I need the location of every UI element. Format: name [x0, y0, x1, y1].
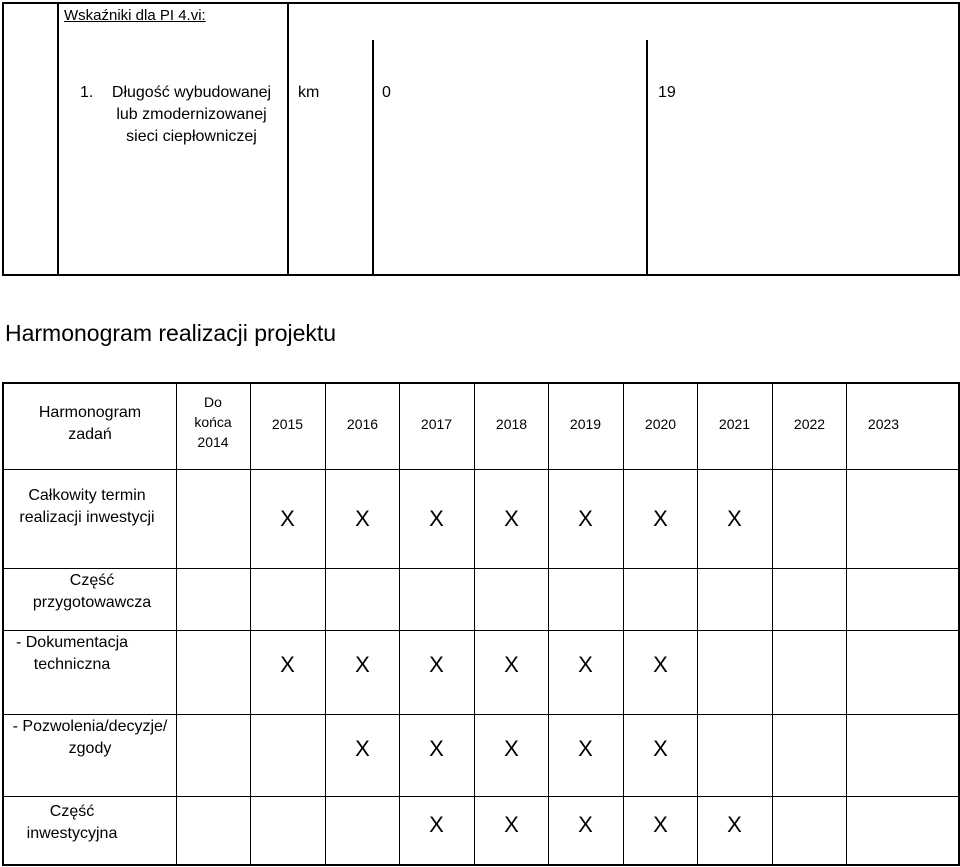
- schedule-mark: X: [504, 736, 519, 761]
- schedule-mark: X: [504, 652, 519, 677]
- table-divider: [646, 40, 648, 276]
- schedule-mark: X: [429, 506, 444, 531]
- table-divider: [474, 382, 475, 866]
- table-border: [2, 382, 960, 384]
- schedule-mark: X: [429, 736, 444, 761]
- schedule-mark: X: [504, 812, 519, 837]
- year-header: 2019: [569, 416, 602, 432]
- schedule-mark: X: [355, 506, 370, 531]
- table-divider: [287, 2, 289, 276]
- indicator-unit: km: [298, 84, 320, 101]
- schedule-mark: X: [653, 652, 668, 677]
- schedule-mark: X: [578, 506, 593, 531]
- table-divider: [2, 568, 960, 569]
- indicator-name: Długość wybudowanej lub zmodernizowanej sieci ciepłowniczej: [111, 84, 272, 145]
- year-header: 2016: [346, 416, 379, 432]
- year-header: 2018: [495, 416, 528, 432]
- table-divider: [846, 382, 847, 866]
- table-divider: [250, 382, 251, 866]
- schedule-mark: X: [429, 812, 444, 837]
- schedule-mark: X: [429, 652, 444, 677]
- schedule-mark: X: [727, 812, 742, 837]
- task-label: Część inwestycyjna: [26, 803, 118, 842]
- schedule-mark: X: [653, 812, 668, 837]
- table-divider: [325, 382, 326, 866]
- table-divider: [2, 714, 960, 715]
- schedule-mark: X: [504, 506, 519, 531]
- task-label: Całkowity termin realizacji inwestycji: [19, 487, 155, 526]
- schedule-mark: X: [727, 506, 742, 531]
- schedule-mark: X: [280, 652, 295, 677]
- task-label: Część przygotowawcza: [32, 572, 152, 611]
- table-divider: [176, 382, 177, 866]
- indicator-base-value: 0: [382, 84, 391, 101]
- schedule-title: Harmonogram realizacji projektu: [5, 320, 337, 346]
- schedule-mark: X: [653, 736, 668, 761]
- schedule-mark: X: [280, 506, 295, 531]
- indicator-number: 1.: [80, 84, 94, 101]
- indicator-target-value: 19: [658, 84, 676, 101]
- table-divider: [2, 469, 960, 470]
- header-until-2014: Do końca 2014: [194, 394, 232, 450]
- table-border: [2, 2, 960, 4]
- schedule-mark: X: [578, 812, 593, 837]
- year-header: 2017: [420, 416, 453, 432]
- table-divider: [772, 382, 773, 866]
- table-divider: [372, 40, 374, 276]
- schedule-mark: X: [653, 506, 668, 531]
- task-label: - Dokumentacja techniczna: [15, 634, 129, 673]
- year-header: 2020: [644, 416, 677, 432]
- table-border: [2, 2, 4, 276]
- schedule-mark: X: [355, 652, 370, 677]
- table-divider: [623, 382, 624, 866]
- table-border: [2, 382, 4, 866]
- table-divider: [697, 382, 698, 866]
- table-divider: [57, 2, 59, 276]
- year-header: 2015: [271, 416, 304, 432]
- schedule-mark: X: [578, 736, 593, 761]
- year-header: 2022: [793, 416, 826, 432]
- table-divider: [548, 382, 549, 866]
- schedule-mark: X: [578, 652, 593, 677]
- table-border: [2, 864, 960, 866]
- task-label: - Pozwolenia/decyzje/zgody: [12, 718, 168, 757]
- table-divider: [2, 796, 960, 797]
- header-task: Harmonogram zadań: [38, 404, 142, 443]
- table-border: [2, 274, 960, 276]
- year-header: 2023: [867, 416, 900, 432]
- year-header: 2021: [718, 416, 751, 432]
- table-divider: [399, 382, 400, 866]
- schedule-mark: X: [355, 736, 370, 761]
- table-divider: [2, 630, 960, 631]
- indicators-header: Wskaźniki dla PI 4.vi:: [64, 7, 206, 24]
